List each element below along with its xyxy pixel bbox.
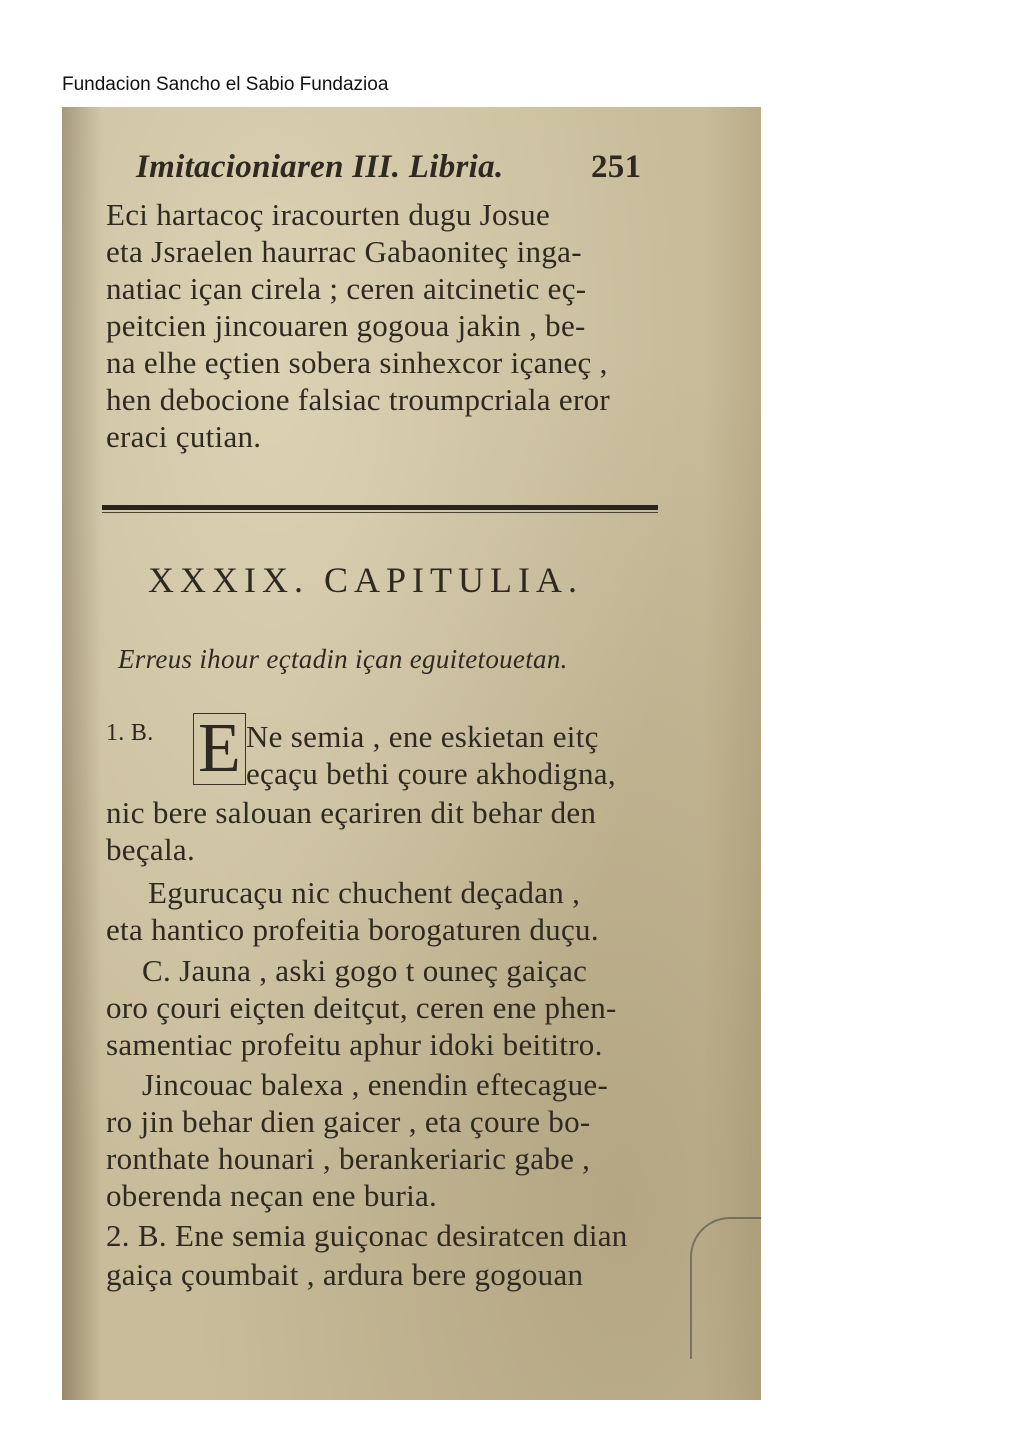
margin-mark [690,1217,761,1359]
chapter-subtitle: Erreus ihour eçtadin içan eguitetouetan. [118,644,568,674]
text-line: eta Jsraelen haurrac Gabaoniteç inga- [106,234,582,269]
verse-marker: 1. B. [106,720,154,746]
text-line: Egurucaçu nic chuchent deçadan , [148,875,581,910]
page-number: 251 [591,149,642,185]
divider-rule [102,505,658,510]
text-line: na elhe eçtien sobera sinhexcor içaneç , [106,345,608,380]
text-line: peitcien jincouaren gogoua jakin , be- [106,308,586,343]
text-line: eta hantico profeitia borogaturen duçu. [106,912,599,947]
text-line: C. Jauna , aski gogo t ouneç gaiçac [142,953,588,988]
page-header: Fundacion Sancho el Sabio Fundazioa [62,74,389,95]
scanned-page [62,107,761,1400]
text-line: 2. B. Ene semia guiçonac desiratcen dian [106,1218,628,1253]
text-line: ro jin behar dien gaicer , eta çoure bo- [106,1104,591,1139]
text-line: Eci hartacoç iracourten dugu Josue [106,197,551,232]
text-line: eçaçu bethi çoure akhodigna, [246,756,616,791]
chapter-title: XXXIX. CAPITULIA. [148,560,583,600]
running-head [136,149,642,186]
text-line: eraci çutian. [106,419,262,454]
text-line: Jincouac balexa , enendin eftecague- [142,1067,609,1102]
drop-cap: E [193,713,246,785]
text-line: nic bere salouan eçariren dit behar den [106,795,597,830]
text-line: beçala. [106,832,195,867]
text-line: Ne semia , ene eskietan eitç [246,719,599,754]
text-line: hen debocione falsiac troumpcriala eror [106,382,611,417]
divider-rule-thin [102,512,658,513]
text-line: gaiça çoumbait , ardura bere gogouan [106,1257,584,1292]
text-line: oro çouri eiçten deitçut, ceren ene phen- [106,990,617,1025]
text-line: ronthate hounari , berankeriaric gabe , [106,1141,591,1176]
text-line: natiac içan cirela ; ceren aitcinetic eç- [106,271,587,306]
text-line: oberenda neçan ene buria. [106,1178,438,1213]
text-line: samentiac profeitu aphur idoki beititro. [106,1027,603,1062]
running-head-title: Imitacioniaren III. Libria. [136,149,504,185]
